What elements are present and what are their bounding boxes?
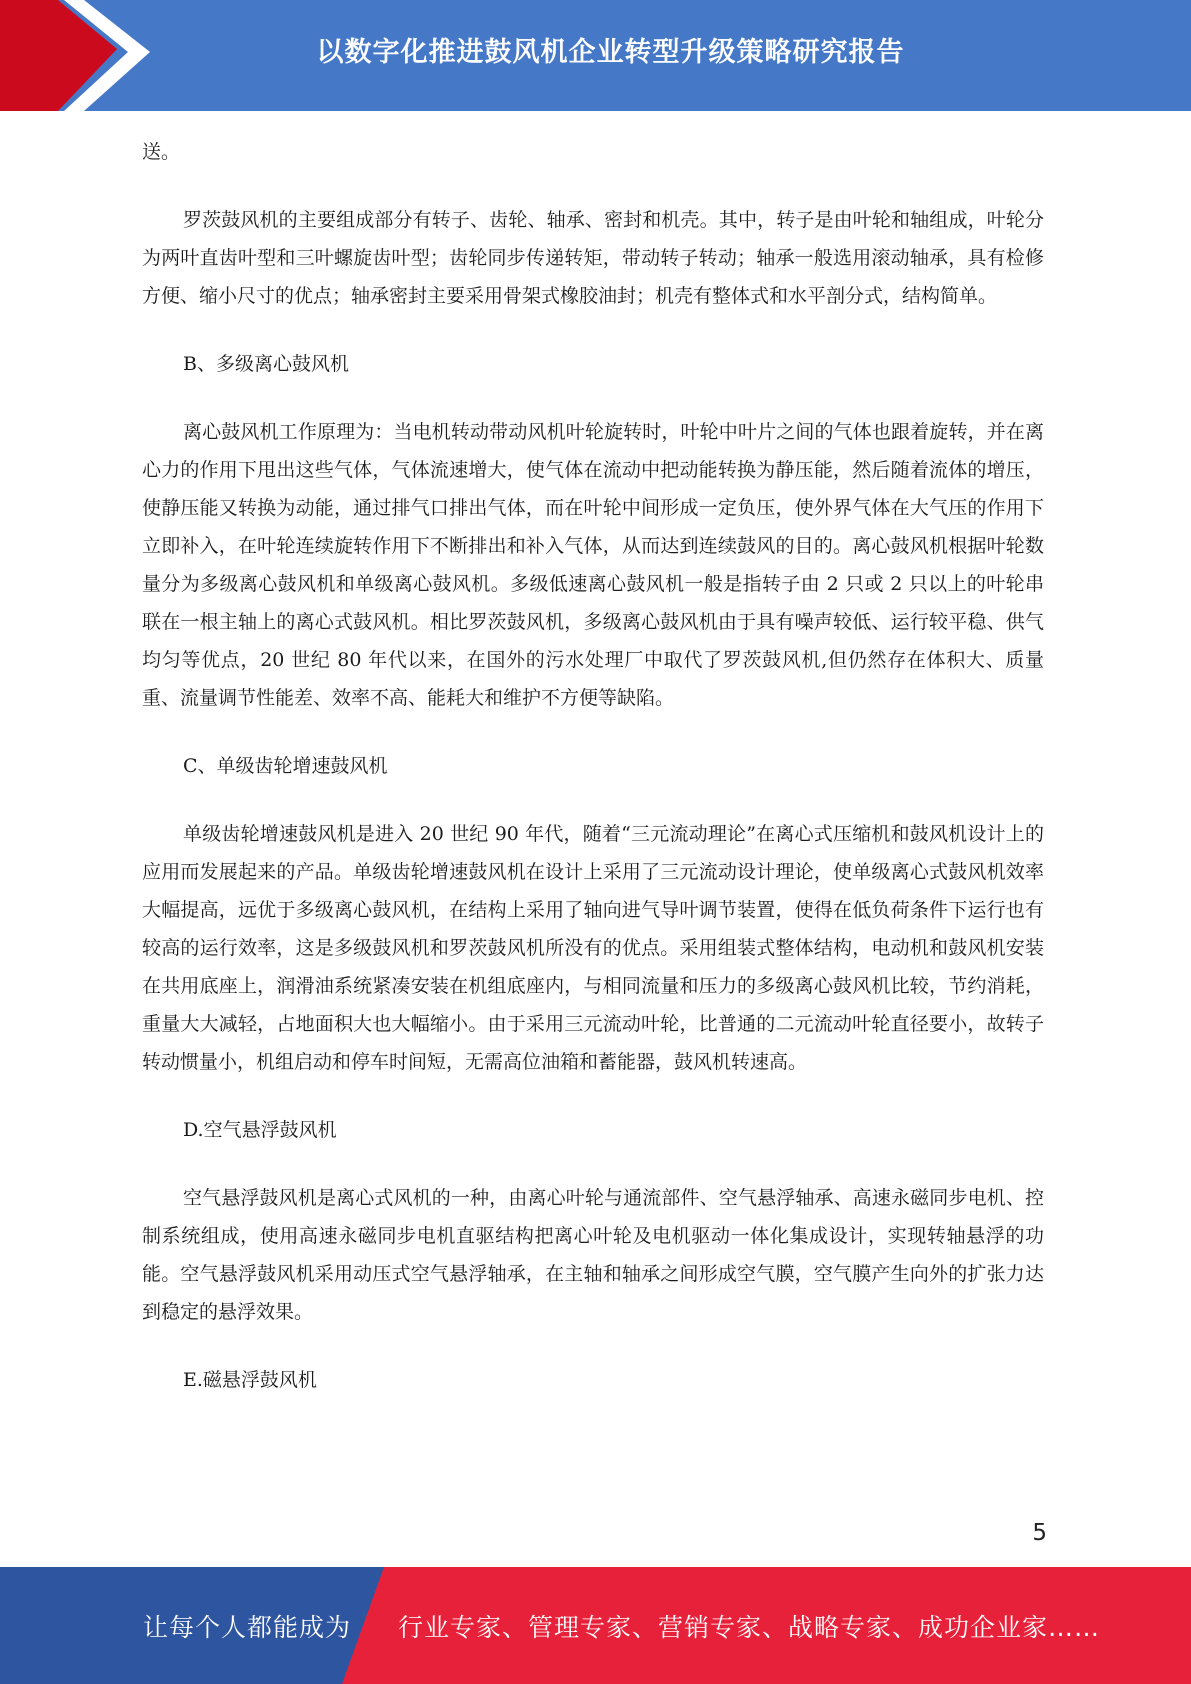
page-number: 5: [1032, 1520, 1047, 1546]
report-title: 以数字化推进鼓风机企业转型升级策略研究报告: [316, 36, 905, 68]
footer-slogan-right: 行业专家、管理专家、营销专家、战略专家、成功企业家……: [398, 1612, 1101, 1642]
section-heading-d: D.空气悬浮鼓风机: [183, 1119, 337, 1141]
page-footer: [0, 1567, 1191, 1684]
document-body: [142, 133, 1044, 1399]
paragraph-single-stage-blower: 单级齿轮增速鼓风机是进入 20 世纪 90 年代，随着“三元流动理论”在离心式压缩机和鼓风机设计上的应用而发展起来的产品。单级齿轮增速鼓风机在设计上采用了三元流动设计理论，使单级离心式鼓风机效率大幅提高，远优于多级离心鼓风机，在结构上采用了轴向进气导叶调节装置，使得在低负荷条件下运行也有较高的运行效率，这是多级鼓风机和罗茨鼓风机所没有的优点。采用组装式整体结构，电动机和鼓风机安装在共用底座上，润滑油系统紧凑安装在机组底座内，与相同流量和压力的多级离心鼓风机比较，节约消耗，重量大大减轻，占地面积大也大幅缩小。由于采用三元流动叶轮，比普通的二元流动叶轮直径要小，故转子转动惯量小，机组启动和停车时间短，无需高位油箱和蓄能器，鼓风机转速高。: [142, 823, 1044, 1073]
footer-slogan-left: 让每个人都能成为: [143, 1612, 352, 1642]
section-heading-e: E.磁悬浮鼓风机: [183, 1369, 317, 1391]
paragraph-roots-blower-components: 罗茨鼓风机的主要组成部分有转子、齿轮、轴承、密封和机壳。其中，转子是由叶轮和轴组成，叶轮分为两叶直齿叶型和三叶螺旋齿叶型；齿轮同步传递转矩，带动转子转动；轴承一般选用滚动轴承，具有检修方便、缩小尺寸的优点；轴承密封主要采用骨架式橡胶油封；机壳有整体式和水平剖分式，结构简单。: [142, 209, 1044, 307]
section-heading-c: C、单级齿轮增速鼓风机: [183, 755, 388, 777]
paragraph-air-bearing-blower: 空气悬浮鼓风机是离心式风机的一种，由离心叶轮与通流部件、空气悬浮轴承、高速永磁同步电机、控制系统组成，使用高速永磁同步电机直驱结构把离心叶轮及电机驱动一体化集成设计，实现转轴悬浮的功能。空气悬浮鼓风机采用动压式空气悬浮轴承，在主轴和轴承之间形成空气膜，空气膜产生向外的扩张力达到稳定的悬浮效果。: [142, 1187, 1044, 1323]
paragraph-centrifugal-blower: 离心鼓风机工作原理为：当电机转动带动风机叶轮旋转时，叶轮中叶片之间的气体也跟着旋转，并在离心力的作用下甩出这些气体，气体流速增大，使气体在流动中把动能转换为静压能，然后随着流体的增压，使静压能又转换为动能，通过排气口排出气体，而在叶轮中间形成一定负压，使外界气体在大气压的作用下立即补入，在叶轮连续旋转作用下不断排出和补入气体，从而达到连续鼓风的目的。离心鼓风机根据叶轮数量分为多级离心鼓风机和单级离心鼓风机。多级低速离心鼓风机一般是指转子由 2 只或 2 只以上的叶轮串联在一根主轴上的离心式鼓风机。相比罗茨鼓风机，多级离心鼓风机由于具有噪声较低、运行较平稳、供气均匀等优点，20 世纪 80 年代以来，在国外的污水处理厂中取代了罗茨鼓风机,但仍然存在体积大、质量重、流量调节性能差、效率不高、能耗大和维护不方便等缺陷。: [142, 421, 1044, 709]
page-header: [0, 0, 1191, 111]
section-heading-b: B、多级离心鼓风机: [183, 353, 349, 375]
paragraph-continuation: 送。: [142, 141, 181, 163]
